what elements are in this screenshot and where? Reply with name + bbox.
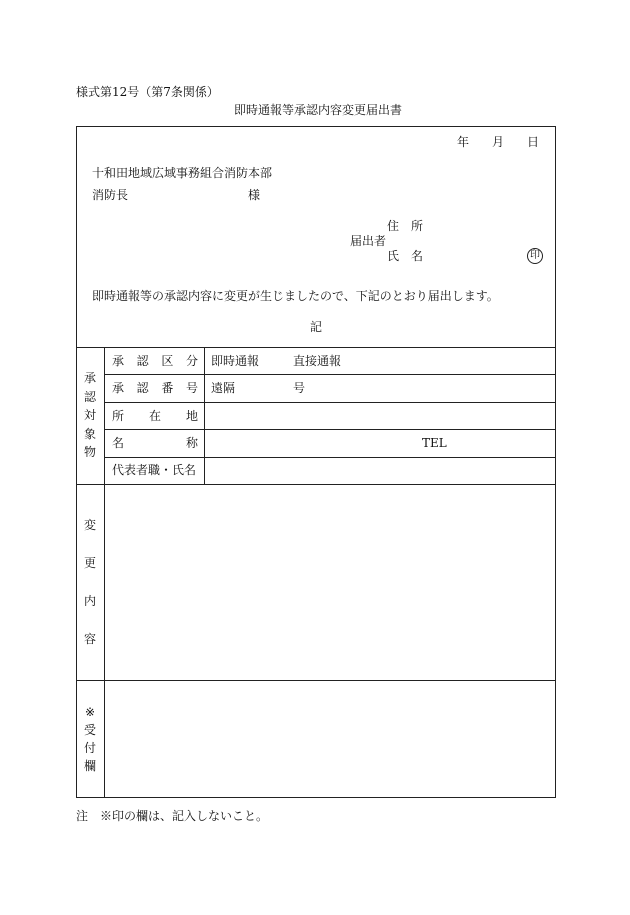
notifier-name-label: 氏 名 — [387, 249, 423, 263]
approval-number-suffix: 号 — [293, 381, 306, 395]
form-title: 即時通報等承認内容変更届出書 — [234, 103, 403, 117]
divider-reception-top — [76, 680, 556, 681]
form-number: 様式第12号（第7条関係） — [76, 85, 219, 99]
ki-label: 記 — [310, 320, 323, 334]
divider-row-2 — [104, 402, 556, 403]
seal-mark: 印 — [527, 248, 543, 264]
reception-label: ※ 受 付 欄 — [83, 705, 96, 773]
divider-row-4 — [104, 457, 556, 458]
addressee-organization: 十和田地域広域事務組合消防本部 — [92, 166, 273, 180]
approval-object-label: 承 認 対 象 物 — [83, 371, 96, 460]
divider-left-column — [104, 347, 105, 798]
approval-number-prefix: 遠隔 — [211, 381, 236, 395]
divider-label-column — [204, 347, 205, 484]
addressee-chief: 消防長 — [92, 188, 129, 202]
representative-field[interactable] — [206, 459, 554, 483]
divider-change-top — [76, 484, 556, 485]
notifier-address-label: 住 所 — [387, 219, 423, 233]
row-approval-category-label: 承 認 区 分 — [112, 354, 198, 368]
notifier-label: 届出者 — [350, 234, 387, 248]
row-representative-label: 代表者職・氏名 — [112, 463, 197, 477]
row-approval-number-label: 承 認 番 号 — [112, 381, 198, 395]
divider-approval-top — [76, 347, 556, 348]
divider-row-3 — [104, 429, 556, 430]
row-name-label: 名 称 — [112, 436, 198, 450]
footnote: 注 ※印の欄は、記入しないこと。 — [76, 809, 269, 823]
location-field[interactable] — [206, 404, 554, 428]
divider-row-1 — [104, 374, 556, 375]
change-content-field[interactable] — [106, 486, 554, 678]
option-direct-report[interactable]: 直接通報 — [293, 354, 342, 368]
tel-label: TEL — [422, 436, 447, 450]
date-month: 月 — [492, 135, 505, 149]
date-year: 年 — [457, 135, 470, 149]
change-content-label: 変 更 内 容 — [83, 518, 96, 646]
addressee-honorific: 様 — [248, 188, 261, 202]
statement-text: 即時通報等の承認内容に変更が生じましたので、下記のとおり届出します。 — [92, 289, 499, 303]
date-day: 日 — [527, 135, 540, 149]
row-location-label: 所 在 地 — [112, 409, 198, 423]
option-immediate-report[interactable]: 即時通報 — [211, 354, 260, 368]
